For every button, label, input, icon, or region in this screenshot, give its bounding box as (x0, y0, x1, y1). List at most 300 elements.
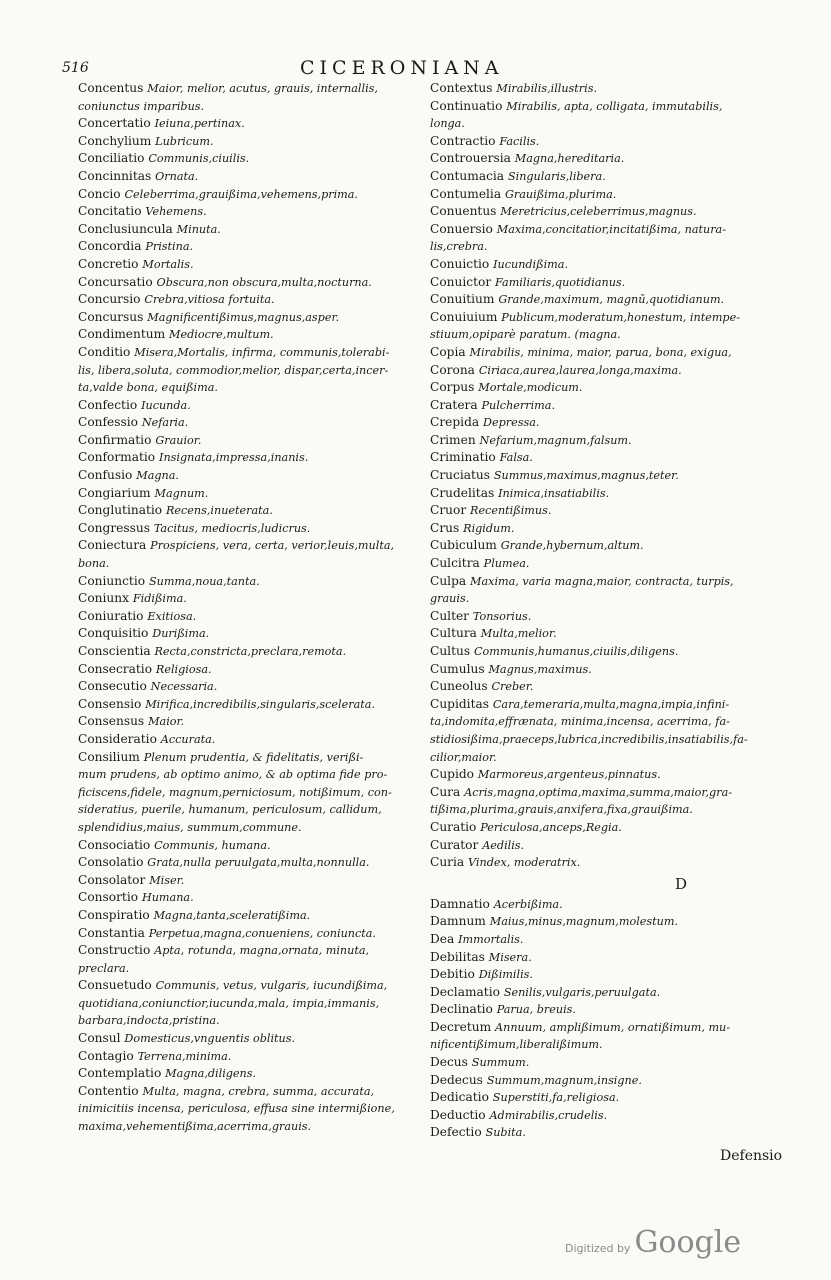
headword: Consideratio (78, 731, 157, 746)
headword: Concentus (78, 81, 144, 95)
lexicon-entry (78, 485, 423, 503)
lexicon-entry (78, 520, 423, 538)
headword: Crus (430, 520, 460, 535)
headword: Declinatio (430, 1002, 493, 1017)
headword: Contemplatio (78, 1066, 162, 1081)
epithets: Communis, vetus, vulgaris, iucundißima, (155, 979, 388, 993)
headword: Cruor (430, 503, 467, 518)
headword: Dedicatio (430, 1090, 489, 1105)
epithets-continued: ta,indomita,effrænata, minima,incensa, acerrima, fa- (430, 715, 730, 729)
lexicon-entry (430, 1107, 782, 1125)
headword: Conuersio (430, 221, 493, 236)
lexicon-entry (78, 309, 423, 327)
epithets: Multa, magna, crebra, summa, accurata, (142, 1084, 375, 1098)
headword: Cratera (430, 397, 478, 412)
headword: Contractio (430, 133, 496, 148)
epithets: Exitiosa. (147, 609, 197, 623)
lexicon-entry (430, 502, 782, 520)
lexicon-entry (430, 1124, 782, 1142)
epithets: Annuum, amplißimum, ornatißimum, mu- (495, 1020, 731, 1034)
lexicon-entry (430, 896, 782, 914)
epithets-continued: lis,crebra. (430, 240, 488, 254)
lexicon-entry (78, 133, 423, 151)
headword: Consul (78, 1031, 121, 1046)
lexicon-entry (430, 80, 782, 98)
headword: Conuictor (430, 274, 492, 289)
epithets: Apta, rotunda, magna,ornata, minuta, (154, 944, 370, 958)
headword: Decus (430, 1055, 468, 1070)
epithets: Summum,magnum,insigne. (486, 1073, 642, 1087)
headword: Cuneolus (430, 679, 488, 694)
headword: Conglutinatio (78, 503, 163, 518)
epithets: Parua, breuis. (496, 1003, 576, 1017)
epithets: Pulcherrima. (481, 398, 556, 412)
lexicon-entry (78, 590, 423, 608)
lexicon-entry (430, 186, 782, 204)
epithets-continued: lis, libera,soluta, commodior,melior, dispar,certa,incer- (78, 363, 389, 377)
headword: Debitio (430, 967, 475, 982)
lexicon-entry (78, 661, 423, 679)
lexicon-entry (430, 625, 782, 643)
epithets: Plumea. (483, 557, 530, 571)
lexicon-entry (430, 432, 782, 450)
headword: Dedecus (430, 1072, 483, 1087)
headword: Constantia (78, 925, 145, 940)
epithets-continued: bona. (78, 557, 110, 571)
epithets: Recentißimus. (470, 504, 552, 518)
headword: Deductio (430, 1107, 486, 1122)
headword: Conuictio (430, 256, 490, 271)
epithets: Magnificentißimus,magnus,asper. (147, 310, 340, 324)
epithets: Mediocre,multum. (169, 328, 274, 342)
lexicon-entry (430, 485, 782, 503)
headword: Congiarium (78, 485, 151, 500)
headword: Cultura (430, 626, 477, 641)
epithets: Nefarium,magnum,falsum. (479, 433, 632, 447)
epithets: Obscura,non obscura,multa,nocturna. (156, 275, 372, 289)
lexicon-entry (78, 1048, 423, 1066)
headword: Concursatio (78, 274, 153, 289)
headword: Concordia (78, 239, 142, 254)
epithets: Humana. (141, 891, 194, 905)
headword: Contumelia (430, 186, 502, 201)
lexicon-entry (430, 731, 782, 749)
lexicon-entry (78, 696, 423, 714)
lexicon-entry (78, 801, 423, 819)
epithets: Mirifica,incredibilis,singularis,scelerata. (145, 697, 375, 711)
lexicon-entry (78, 1083, 423, 1118)
lexicon-entry (78, 467, 423, 485)
headword: Conditio (78, 344, 131, 359)
lexicon-entry (430, 98, 782, 133)
epithets: Ciriaca,aurea,laurea,longa,maxima. (478, 363, 682, 377)
epithets: Senilis,vulgaris,peruulgata. (503, 985, 661, 999)
headword: Condimentum (78, 327, 166, 342)
epithets: Mirabilis,illustris. (496, 82, 598, 95)
headword: Contumacia (430, 168, 505, 183)
epithets: Recens,inueterata. (165, 504, 273, 518)
lexicon-entry (78, 713, 423, 731)
headword: Culpa (430, 573, 467, 588)
epithets: Iucundißima. (493, 257, 569, 271)
epithets: stidiosißima,praeceps,lubrica,incredibilis,insatiabilis,fa- (430, 732, 748, 746)
page-number: 516 (62, 60, 89, 76)
lexicon-entry (78, 397, 423, 415)
epithets: Acerbißima. (493, 897, 563, 911)
headword: Conuitium (430, 292, 495, 307)
lexicon-entry (78, 344, 423, 379)
lexicon-entry (430, 931, 782, 949)
lexicon-entry (78, 291, 423, 309)
headword: Coniunx (78, 591, 129, 606)
lexicon-entry (430, 379, 782, 397)
lexicon-entry (78, 907, 423, 925)
epithets: Summa,noua,tanta. (148, 574, 260, 588)
headword: Concinnitas (78, 168, 152, 183)
epithets: Durißima. (152, 627, 210, 641)
watermark-prefix: Digitized by (565, 1242, 631, 1255)
epithets: ficiscens,fidele, magnum,perniciosum, notißimum, con- (78, 785, 392, 799)
epithets: Magnum. (154, 486, 209, 500)
headword: Cubiculum (430, 538, 497, 553)
headword: Cupiditas (430, 696, 489, 711)
epithets: Maior. (148, 715, 185, 729)
lexicon-entry (430, 221, 782, 256)
lexicon-entry (78, 238, 423, 256)
section-letter: D (674, 874, 688, 893)
lexicon-entry (430, 414, 782, 432)
epithets: Magna,hereditaria. (514, 152, 625, 166)
epithets: Magna,tanta,sceleratißima. (153, 908, 311, 922)
lexicon-entry (78, 502, 423, 520)
lexicon-entry (78, 1030, 423, 1048)
lexicon-entry (430, 449, 782, 467)
headword: Consensus (78, 714, 145, 729)
headword: Confessio (78, 415, 138, 430)
epithets: Magna,diligens. (165, 1067, 257, 1081)
google-watermark (565, 1225, 741, 1260)
headword: Confirmatio (78, 432, 152, 447)
epithets: Summus,maximus,magnus,teter. (493, 469, 679, 483)
epithets: Perpetua,magna,conueniens, coniuncta. (148, 926, 376, 940)
lexicon-entry (78, 1065, 423, 1083)
epithets: Admirabilis,crudelis. (489, 1108, 608, 1122)
epithets: Plenum prudentia, & fidelitatis, verißi- (143, 750, 364, 764)
headword: Cupido (430, 767, 475, 782)
lexicon-entry (78, 115, 423, 133)
lexicon-entry (430, 256, 782, 274)
lexicon-entry (430, 643, 782, 661)
lexicon-entry (430, 766, 782, 784)
epithets-continued: stiuum,opiparè paratum. (magna. (430, 328, 621, 342)
epithets-continued: preclara. (78, 961, 130, 975)
lexicon-entry (78, 573, 423, 591)
epithets: Iucunda. (141, 398, 191, 412)
headword: Declamatio (430, 984, 500, 999)
lexicon-entry (430, 913, 782, 931)
epithets: Marmoreus,argenteus,pinnatus. (477, 768, 661, 782)
epithets-continued: mum prudens, ab optimo animo, & ab optima fide pro- (78, 768, 388, 782)
epithets-continued: inimicitiis incensa, periculosa, effusa sine intermißione, (78, 1102, 395, 1116)
headword: Coniectura (78, 538, 147, 553)
headword: Decretum (430, 1019, 492, 1034)
lexicon-entry (430, 1001, 782, 1019)
headword: Coniuratio (78, 608, 144, 623)
lexicon-entry (430, 661, 782, 679)
headword: Damnatio (430, 896, 490, 911)
headword: Crepida (430, 415, 480, 430)
lexicon-entry (430, 949, 782, 967)
headword: Continuatio (430, 98, 503, 113)
headword: Conuiuium (430, 309, 498, 324)
headword: Consecutio (78, 679, 147, 694)
epithets: Inimica,insatiabilis. (498, 486, 610, 500)
headword: Defectio (430, 1125, 482, 1140)
headword: Concursio (78, 292, 141, 307)
epithets: Depressa. (483, 416, 540, 430)
lexicon-entry (78, 1118, 423, 1136)
epithets: splendidius,maius, summum,commune. (78, 820, 302, 834)
epithets: cilior,maior. (430, 750, 497, 764)
epithets: Vehemens. (145, 205, 207, 219)
lexicon-entry (430, 984, 782, 1002)
headword: Contextus (430, 81, 493, 95)
epithets: Multa,melior. (480, 627, 557, 641)
epithets: Nefaria. (141, 416, 189, 430)
lexicon-entry (78, 977, 423, 1012)
headword: Concertatio (78, 116, 151, 131)
lexicon-entry (78, 432, 423, 450)
epithets: Crebra,vitiosa fortuita. (144, 293, 275, 307)
headword: Coniunctio (78, 573, 146, 588)
lexicon-entry (78, 379, 423, 397)
lexicon-entry (430, 1072, 782, 1090)
lexicon-entry (430, 573, 782, 608)
headword: Consolator (78, 872, 146, 887)
epithets: Recta,constricta,preclara,remota. (154, 645, 347, 658)
epithets: Singularis,libera. (507, 169, 606, 183)
epithets: Grande,maximum, magnū,quotidianum. (498, 293, 725, 307)
lexicon-entry (430, 520, 782, 538)
epithets: sideratius, puerile, humanum, periculosum, callidum, (78, 803, 382, 817)
headword: Consensio (78, 696, 142, 711)
epithets: ta,valde bona, equißima. (78, 381, 218, 395)
epithets: Acris,magna,optima,maxima,summa,maior,gra- (464, 785, 733, 799)
google-logo: Google (634, 1225, 742, 1260)
headword: Curatio (430, 819, 477, 834)
epithets: Tonsorius. (472, 609, 532, 623)
lexicon-entry (78, 221, 423, 239)
epithets-continued: nificentißimum,liberalißimum. (430, 1038, 603, 1052)
lexicon-entry (430, 537, 782, 555)
epithets: Superstiti,fa,religiosa. (492, 1091, 620, 1105)
epithets: Grauior. (155, 433, 202, 447)
epithets: Maxima, varia magna,maior, contracta, turpis, (470, 574, 734, 588)
epithets: Communis,humanus,ciuilis,diligens. (473, 645, 679, 658)
lexicon-entry (430, 344, 782, 362)
running-title: CICERONIANA (300, 57, 504, 79)
epithets: Familiaris,quotidianus. (495, 275, 626, 289)
headword: Concretio (78, 256, 139, 271)
headword: Curia (430, 855, 465, 870)
lexicon-entry (78, 1012, 423, 1030)
epithets: Ornata. (155, 169, 199, 183)
lexicon-entry (78, 643, 423, 661)
epithets: Mirabilis, apta, colligata, immutabilis, (506, 99, 723, 113)
lexicon-entry (78, 731, 423, 749)
headword: Concitatio (78, 204, 142, 219)
headword: Conspiratio (78, 907, 150, 922)
epithets: Magna. (136, 469, 179, 483)
epithets: Mirabilis, minima, maior, parua, bona, exigua, (469, 345, 732, 359)
epithets: Accurata. (160, 732, 216, 746)
epithets: Cara,temeraria,multa,magna,impia,infini- (492, 697, 730, 711)
epithets: Grauißima,plurima. (504, 187, 617, 201)
epithets: Tacitus, mediocris,ludicrus. (153, 521, 311, 535)
lexicon-entry (78, 925, 423, 943)
headword: Confusio (78, 468, 133, 483)
lexicon-entry (430, 784, 782, 819)
headword: Culcitra (430, 556, 480, 571)
lexicon-entry (78, 625, 423, 643)
epithets: Maxima,concitatior,incitatißima, natura- (496, 222, 726, 236)
lexicon-entry (78, 186, 423, 204)
epithets: Prospiciens, vera, certa, verior,leuis,multa, (150, 539, 395, 553)
epithets: Misera,Mortalis, infirma, communis,tolerabi- (134, 345, 390, 359)
headword: Conchylium (78, 133, 152, 148)
epithets: Lubricum. (155, 134, 214, 148)
lexicon-entry (78, 749, 423, 784)
lexicon-entry (78, 80, 423, 115)
headword: Conformatio (78, 450, 156, 465)
epithets: Magnus,maximus. (488, 662, 592, 676)
headword: Contentio (78, 1083, 139, 1098)
headword: Criminatio (430, 450, 496, 465)
epithets: Pristina. (145, 240, 194, 254)
catchword: Defensio (720, 1148, 783, 1164)
lexicon-entry (430, 309, 782, 344)
lexicon-entry (78, 837, 423, 855)
lexicon-entry (430, 966, 782, 984)
headword: Constructio (78, 943, 151, 958)
epithets: Meretricius,celeberrimus,magnus. (500, 205, 697, 219)
epithets: Periculosa,anceps,Regia. (480, 820, 622, 834)
lexicon-entry (430, 203, 782, 221)
lexicon-entry (78, 203, 423, 221)
lexicon-entry (430, 274, 782, 292)
epithets: Communis,ciuilis. (148, 152, 250, 166)
headword: Debilitas (430, 949, 485, 964)
epithets: Grande,hybernum,altum. (500, 539, 644, 553)
epithets: Mortalis. (142, 257, 194, 271)
lexicon-entry (78, 256, 423, 274)
lexicon-entry (430, 362, 782, 380)
epithets: Misera. (488, 950, 532, 964)
lexicon-entry (430, 608, 782, 626)
epithets: maxima,vehementißima,acerrima,grauis. (78, 1120, 312, 1134)
epithets: Maius,minus,magnum,molestum. (489, 915, 678, 929)
headword: Corona (430, 362, 475, 377)
headword: Controuersia (430, 151, 511, 166)
epithets: Grata,nulla peruulgata,multa,nonnulla. (147, 856, 370, 870)
epithets: Facilis. (499, 134, 540, 148)
headword: Damnum (430, 914, 486, 929)
epithets: Summum. (471, 1056, 530, 1070)
epithets: Domesticus,vnguentis oblitus. (124, 1032, 296, 1046)
lexicon-entry (430, 837, 782, 855)
lexicon-entry (78, 819, 423, 837)
lexicon-entry (78, 608, 423, 626)
headword: Crudelitas (430, 485, 495, 500)
epithets: Subita. (485, 1126, 526, 1140)
epithets: Minuta. (176, 222, 221, 236)
headword: Dea (430, 931, 455, 946)
lexicon-entry (430, 1089, 782, 1107)
epithets: barbara,indocta,pristina. (78, 1014, 220, 1028)
headword: Curator (430, 837, 479, 852)
epithets: Vindex, moderatrix. (468, 856, 581, 870)
lexicon-entry (430, 819, 782, 837)
epithets: Ieiuna,pertinax. (154, 117, 245, 131)
epithets-continued: tißima,plurima,grauis,anxifera,fixa,grauißima. (430, 803, 693, 817)
headword: Consilium (78, 749, 140, 764)
headword: Conciliatio (78, 151, 145, 166)
lexicon-entry (78, 537, 423, 572)
headword: Cumulus (430, 661, 485, 676)
lexicon-entry (78, 872, 423, 890)
epithets: Immortalis. (458, 932, 524, 946)
epithets-continued: grauis. (430, 592, 470, 606)
headword: Consociatio (78, 837, 151, 852)
lexicon-entry (430, 291, 782, 309)
lexicon-entry (430, 467, 782, 485)
lexicon-entry (78, 414, 423, 432)
epithets: Terrena,minima. (137, 1049, 232, 1063)
epithets: Aedilis. (482, 838, 525, 852)
headword: Concursus (78, 309, 144, 324)
epithets: Rigidum. (463, 521, 515, 535)
lexicon-entry (78, 784, 423, 802)
headword: Conuentus (430, 204, 497, 219)
lexicon-entry (430, 397, 782, 415)
headword: Cultus (430, 644, 471, 658)
headword: Conscientia (78, 644, 151, 658)
epithets: Insignata,impressa,inanis. (159, 451, 309, 465)
epithets: Communis, humana. (154, 838, 271, 852)
lexicon-entry (430, 1054, 782, 1072)
headword: Cura (430, 784, 461, 799)
lexicon-entry (430, 150, 782, 168)
lexicon-entry (78, 854, 423, 872)
headword: Crimen (430, 432, 476, 447)
epithets-continued: coniunctus imparibus. (78, 99, 205, 113)
headword: Culter (430, 608, 470, 623)
epithets: Celeberrima,grauißima,vehemens,prima. (124, 187, 358, 201)
lexicon-entry (430, 555, 782, 573)
lexicon-entry (430, 854, 782, 872)
lexicon-entry (430, 678, 782, 696)
epithets: Creber. (491, 680, 534, 694)
lexicon-entry (78, 678, 423, 696)
headword: Cruciatus (430, 468, 490, 483)
headword: Conclusiuncula (78, 221, 173, 236)
lexicon-entry (430, 749, 782, 767)
epithets: Fidißima. (132, 592, 187, 606)
lexicon-entry (78, 150, 423, 168)
lexicon-entry (430, 133, 782, 151)
headword: Congressus (78, 520, 150, 535)
lexicon-entry (430, 696, 782, 731)
